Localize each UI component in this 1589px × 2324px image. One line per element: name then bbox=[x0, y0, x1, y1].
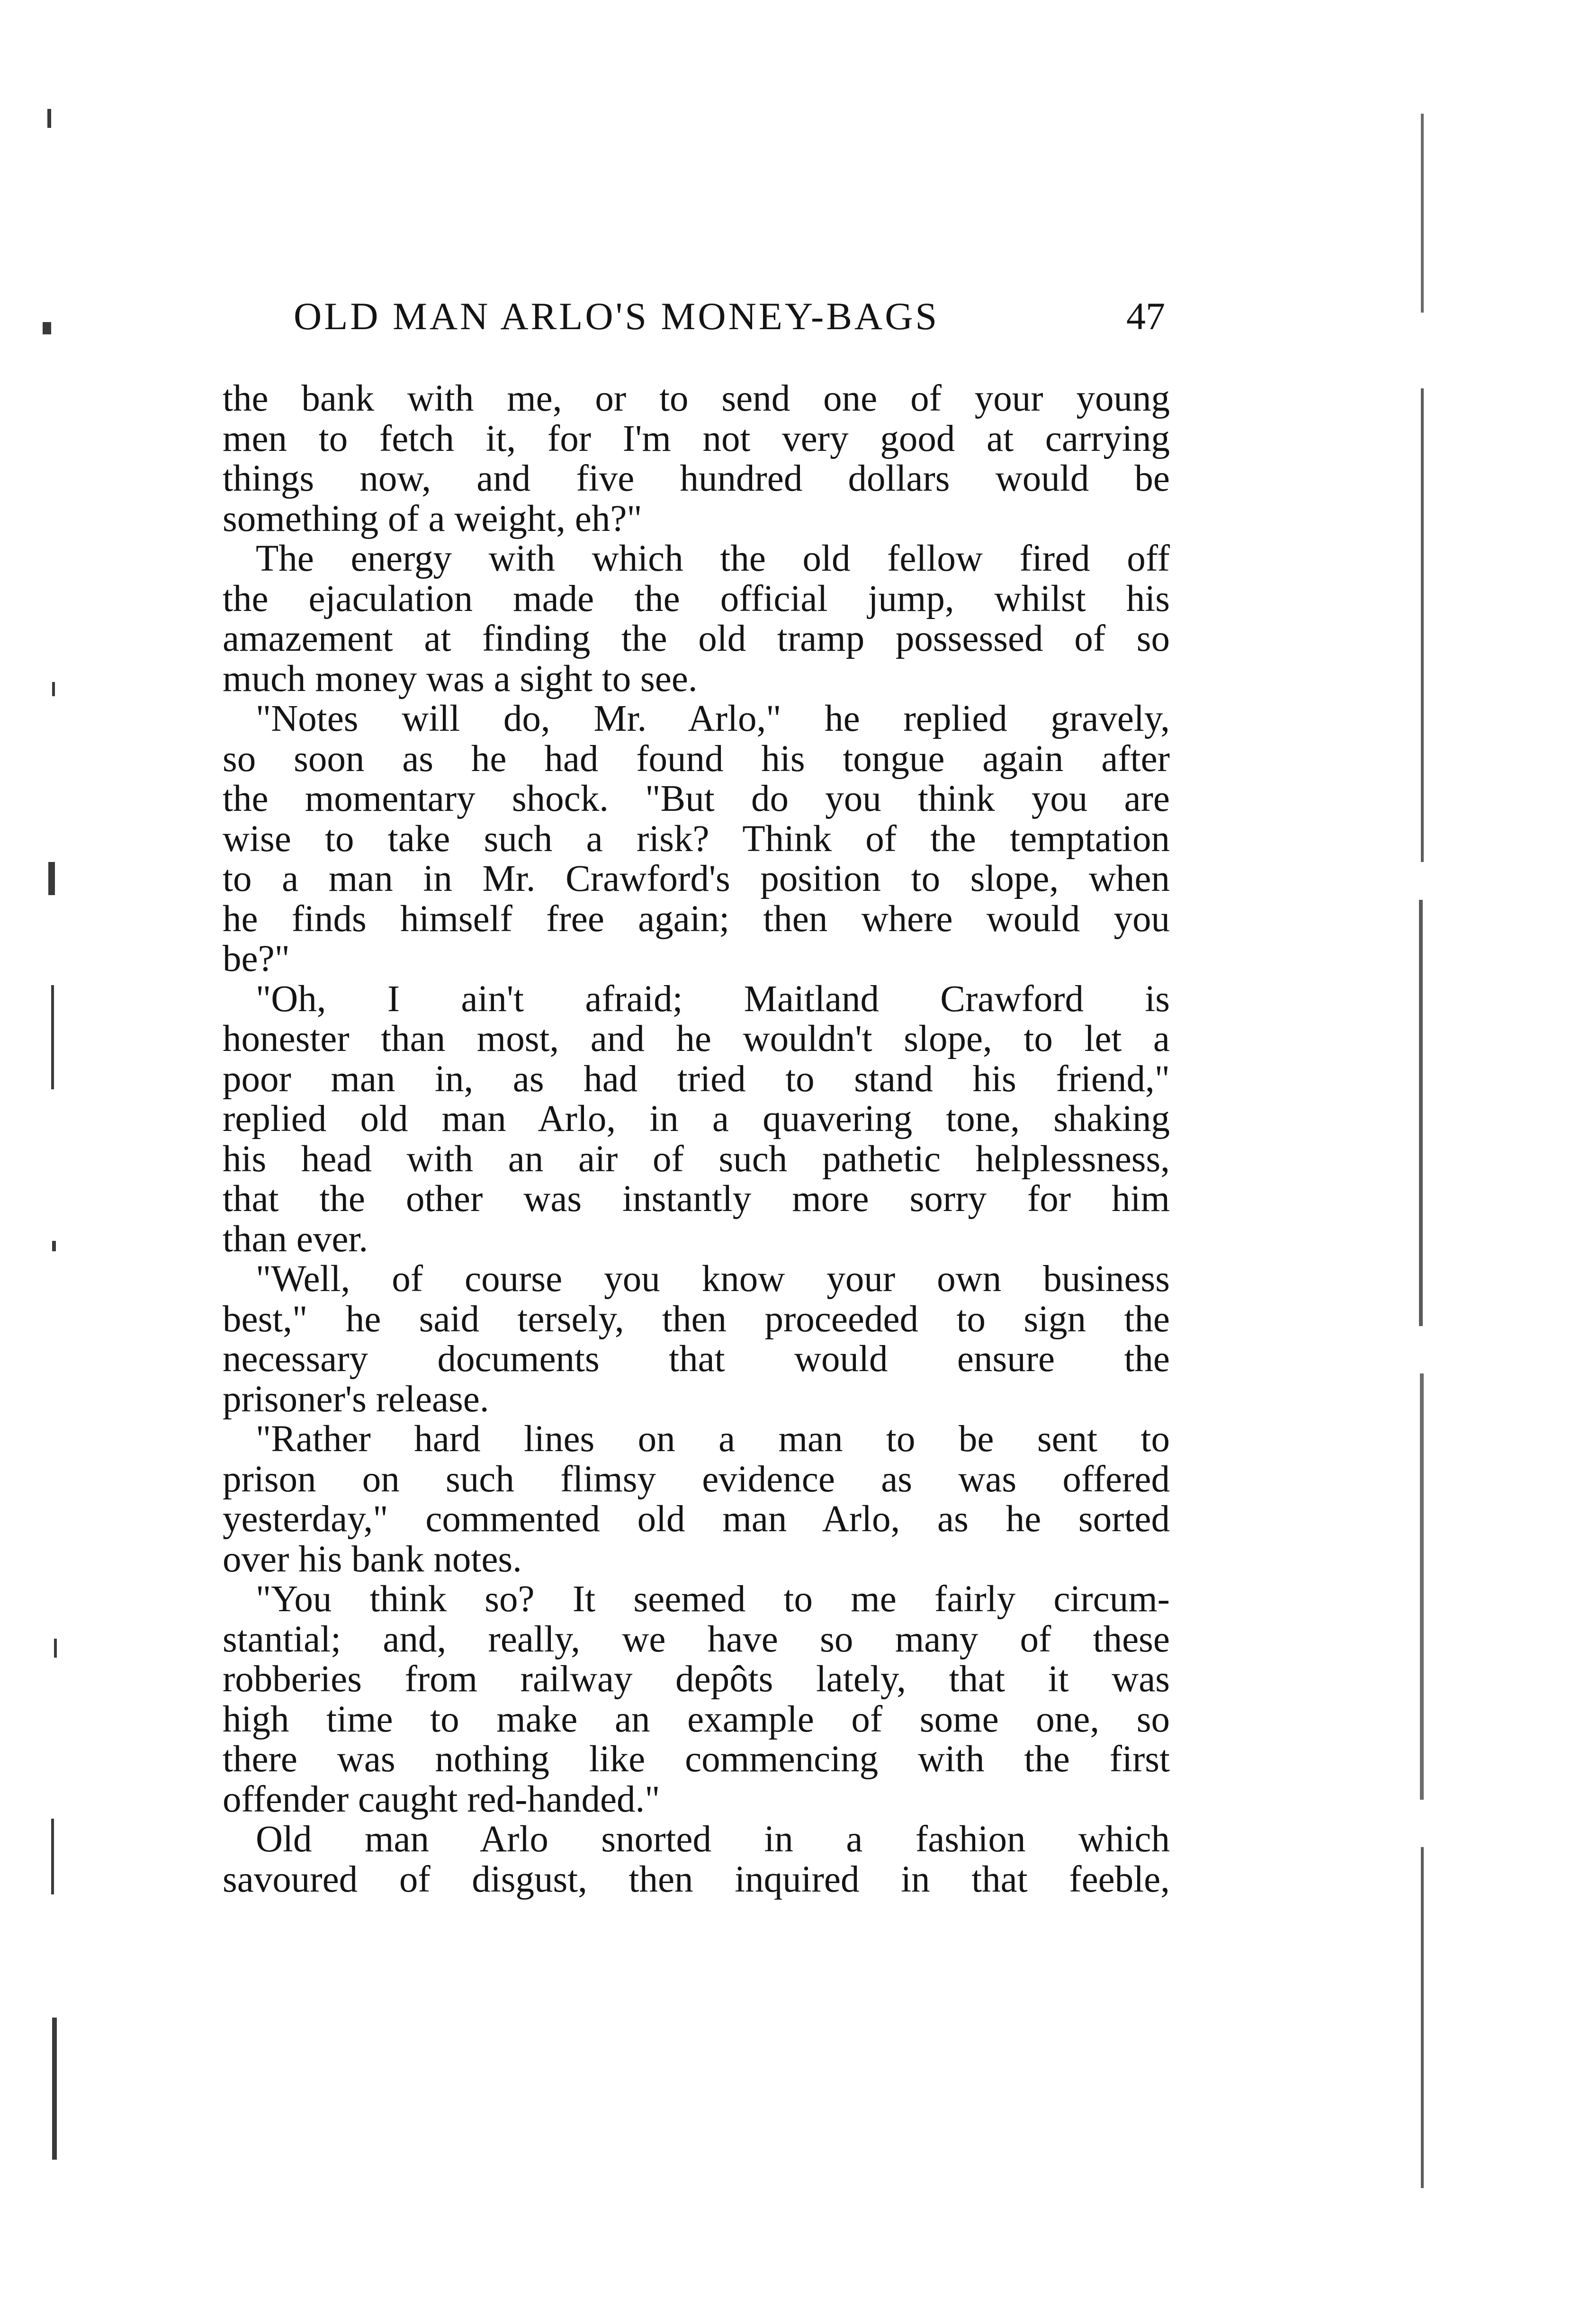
text-line: "Rather hard lines on a man to be sent to bbox=[256, 1418, 1170, 1460]
text-line: things now, and five hundred dollars would be bbox=[223, 458, 1170, 499]
text-line: that the other was instantly more sorry for him bbox=[223, 1178, 1170, 1220]
text-line: honester than most, and he wouldn't slope, to let a bbox=[223, 1018, 1170, 1059]
text-line: poor man in, as had tried to stand his friend," bbox=[223, 1058, 1170, 1100]
text-line: offender caught red-handed." bbox=[223, 1778, 660, 1820]
text-line: high time to make an example of some one, so bbox=[223, 1698, 1170, 1740]
text-line: "Notes will do, Mr. Arlo," he replied gravely, bbox=[256, 698, 1170, 739]
text-line: much money was a sight to see. bbox=[223, 658, 698, 700]
text-line: stantial; and, really, we have so many of these bbox=[223, 1618, 1170, 1660]
text-line: be?" bbox=[223, 938, 290, 979]
text-line: "You think so? It seemed to me fairly circum- bbox=[256, 1579, 1170, 1620]
text-line: The energy with which the old fellow fired off bbox=[256, 538, 1170, 579]
text-line: necessary documents that would ensure the bbox=[223, 1338, 1170, 1380]
text-line: "Oh, I ain't afraid; Maitland Crawford is bbox=[256, 978, 1170, 1020]
text-line: the momentary shock. "But do you think you are bbox=[223, 778, 1170, 819]
text-line: amazement at finding the old tramp possessed of so bbox=[223, 618, 1170, 659]
text-line: prison on such flimsy evidence as was offered bbox=[223, 1458, 1170, 1500]
text-line: his head with an air of such pathetic helplessness, bbox=[223, 1138, 1170, 1180]
text-line: the ejaculation made the official jump, whilst his bbox=[223, 578, 1170, 619]
page-number: 47 bbox=[1126, 295, 1165, 338]
text-line: yesterday," commented old man Arlo, as he sorted bbox=[223, 1498, 1170, 1540]
text-line: to a man in Mr. Crawford's position to slope, when bbox=[223, 858, 1170, 899]
page-header bbox=[294, 293, 1165, 340]
text-line: best," he said tersely, then proceeded to sign the bbox=[223, 1298, 1170, 1340]
text-line: over his bank notes. bbox=[223, 1538, 522, 1580]
body-text bbox=[223, 379, 1170, 1900]
left-margin-scan-marks bbox=[38, 0, 104, 2324]
right-margin-scan-marks bbox=[1402, 0, 1506, 2324]
text-line: Old man Arlo snorted in a fashion which bbox=[256, 1819, 1170, 1860]
text-line: wise to take such a risk? Think of the temptation bbox=[223, 818, 1170, 860]
text-line: replied old man Arlo, in a quavering tone, shaking bbox=[223, 1098, 1170, 1140]
text-line: savoured of disgust, then inquired in that feeble, bbox=[223, 1858, 1170, 1900]
text-line: he finds himself free again; then where would you bbox=[223, 898, 1170, 940]
text-line: there was nothing like commencing with the first bbox=[223, 1739, 1170, 1780]
text-line: something of a weight, eh?" bbox=[223, 498, 642, 539]
text-line: prisoner's release. bbox=[223, 1378, 489, 1420]
text-line: men to fetch it, for I'm not very good at carrying bbox=[223, 418, 1170, 459]
text-line: robberies from railway depôts lately, that it was bbox=[223, 1659, 1170, 1700]
text-line: so soon as he had found his tongue again after bbox=[223, 738, 1170, 780]
running-title: OLD MAN ARLO'S MONEY-BAGS bbox=[294, 295, 940, 338]
text-line: the bank with me, or to send one of your young bbox=[223, 378, 1170, 419]
text-line: "Well, of course you know your own business bbox=[256, 1258, 1170, 1300]
text-line: than ever. bbox=[223, 1218, 368, 1260]
